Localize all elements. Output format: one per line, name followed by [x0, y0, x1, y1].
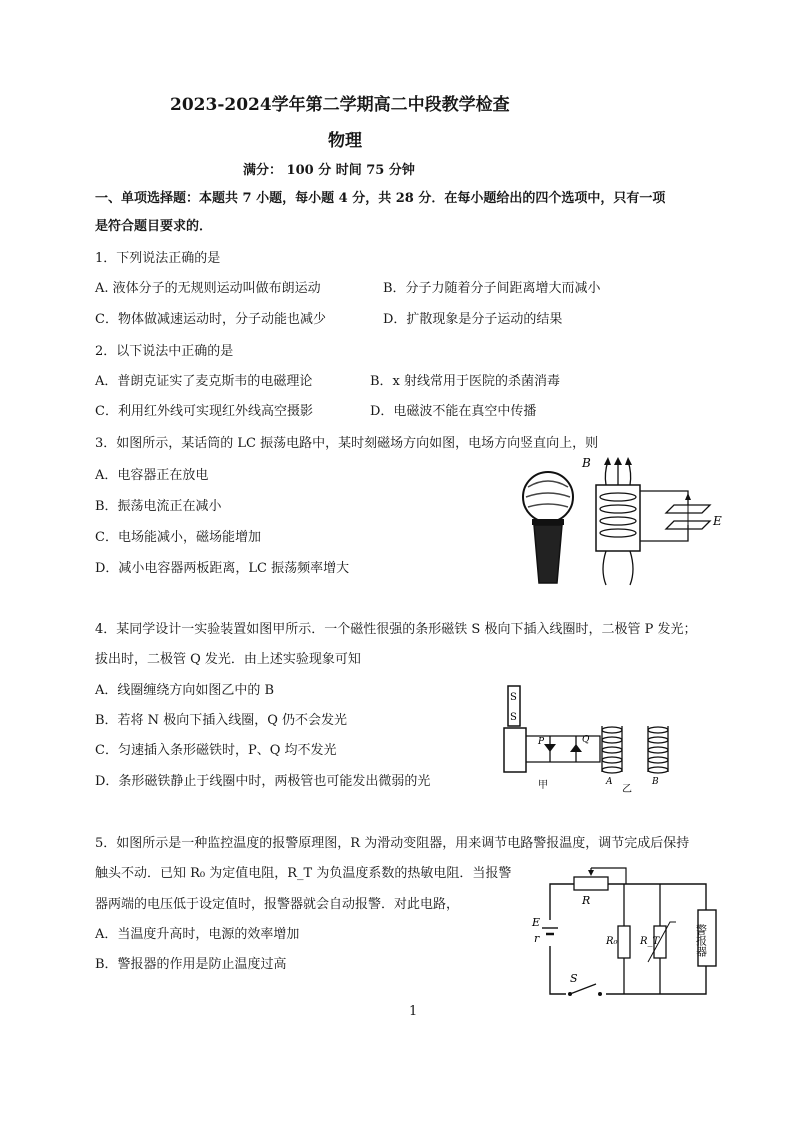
- label-E: E: [713, 514, 722, 528]
- coil-label-A: A: [606, 777, 613, 787]
- label-R: R: [582, 894, 591, 907]
- label-S: S: [570, 972, 578, 985]
- q4-stem-line2: 拔出时，二极管 Q 发光．由上述实验现象可知: [95, 652, 361, 667]
- coil-A-icon: [602, 726, 622, 773]
- q4-stem-line1: 4．某同学设计一实验装置如图甲所示．一个磁性很强的条形磁铁 S 极向下插入线圈时，二极管 P 发光；: [95, 622, 697, 637]
- section-instruction-line2: 是符合题目要求的．: [95, 219, 213, 234]
- field-arrow-icon: [604, 457, 632, 465]
- figure-label-jia: 甲: [538, 780, 548, 791]
- coil-turns: [600, 493, 636, 537]
- q3-option-c: C．电场能减小，磁场能增加: [95, 530, 261, 545]
- q2-option-b: B．x 射线常用于医院的杀菌消毒: [370, 374, 561, 389]
- q4-option-c: C．匀速插入条形磁铁时，P、Q 均不发光: [95, 743, 337, 758]
- q2-option-d: D．电磁波不能在真空中传播: [370, 404, 537, 419]
- resistor-R0: [618, 926, 630, 958]
- figure-label-yi: 乙: [622, 784, 632, 794]
- section-instruction-line1: 一、单项选择题：本题共 7 小题，每小题 4 分，共 28 分．在每小题给出的四个选项中，只有一项: [95, 191, 666, 206]
- q1-option-b: B．分子力随着分子间距离增大而减小: [383, 281, 601, 296]
- q4-option-b: B．若将 N 极向下插入线圈，Q 仍不会发光: [95, 713, 347, 728]
- q5-option-b: B．警报器的作用是防止温度过高: [95, 957, 287, 972]
- label-R0: R₀: [606, 936, 618, 947]
- magnet-label-S: S: [510, 692, 517, 703]
- q2-option-c: C．利用红外线可实现红外线高空摄影: [95, 404, 313, 419]
- q1-option-a: A. 液体分子的无规则运动叫做布朗运动: [95, 281, 321, 296]
- q3-stem: 3．如图所示，某话筒的 LC 振荡电路中，某时刻磁场方向如图，电场方向竖直向上，则: [95, 436, 599, 451]
- subject-title: 物理: [328, 131, 362, 151]
- q5-stem-line2: 触头不动．已知 R₀ 为定值电阻，R_T 为负温度系数的热敏电阻．当报警: [95, 866, 512, 881]
- coil-label-B: B: [652, 777, 659, 787]
- diode-label-P: P: [538, 737, 545, 747]
- label-E: E: [532, 916, 541, 929]
- q1-option-c: C．物体做减速运动时，分子动能也减少: [95, 312, 326, 327]
- q5-option-a: A．当温度升高时，电源的效率增加: [95, 927, 300, 942]
- q3-figure-lc-circuit: [510, 455, 725, 590]
- q3-option-a: A．电容器正在放电: [95, 468, 209, 483]
- diode-label-Q: Q: [582, 735, 590, 745]
- q2-option-a: A．普朗克证实了麦克斯韦的电磁理论: [95, 374, 313, 389]
- exam-title: 2023-2024学年第二学期高二中段教学检查: [170, 95, 510, 115]
- q4-figure-coil-diodes: [500, 684, 700, 794]
- q1-stem: 1．下列说法正确的是: [95, 251, 221, 266]
- coil-B-icon: [648, 726, 668, 773]
- q3-option-d: D．减小电容器两板距离，LC 振荡频率增大: [95, 561, 350, 576]
- page-number: 1: [409, 1004, 418, 1019]
- q5-stem-line1: 5．如图所示是一种监控温度的报警原理图，R 为滑动变阻器，用来调节电路警报温度，调节完成后保持: [95, 836, 690, 851]
- coil-icon: [504, 728, 526, 772]
- q4-option-a: A．线圈缠绕方向如图乙中的 B: [95, 683, 275, 698]
- label-B: B: [582, 456, 591, 470]
- diode-icon: [544, 744, 582, 752]
- microphone-handle-icon: [534, 525, 562, 583]
- q5-stem-line3: 器两端的电压低于设定值时，报警器就会自动报警．对此电路，: [95, 897, 460, 912]
- q5-figure-alarm-circuit: [530, 860, 720, 1000]
- microphone-head-icon: [523, 472, 573, 522]
- magnetic-field-lines: [603, 461, 633, 585]
- q1-option-d: D．扩散现象是分子运动的结果: [383, 312, 563, 327]
- label-RT: R_T: [640, 936, 660, 947]
- score-info: 满分： 100 分 时间 75 分钟: [243, 163, 415, 178]
- rheostat-R: [574, 877, 608, 890]
- svg-text:S: S: [510, 712, 517, 723]
- q2-stem: 2．以下说法中正确的是: [95, 344, 234, 359]
- label-r: r: [534, 932, 540, 945]
- q4-option-d: D．条形磁铁静止于线圈中时，两极管也可能发出微弱的光: [95, 774, 431, 789]
- q3-option-b: B．振荡电流正在减小: [95, 499, 222, 514]
- label-alarm: 警报器: [694, 924, 708, 957]
